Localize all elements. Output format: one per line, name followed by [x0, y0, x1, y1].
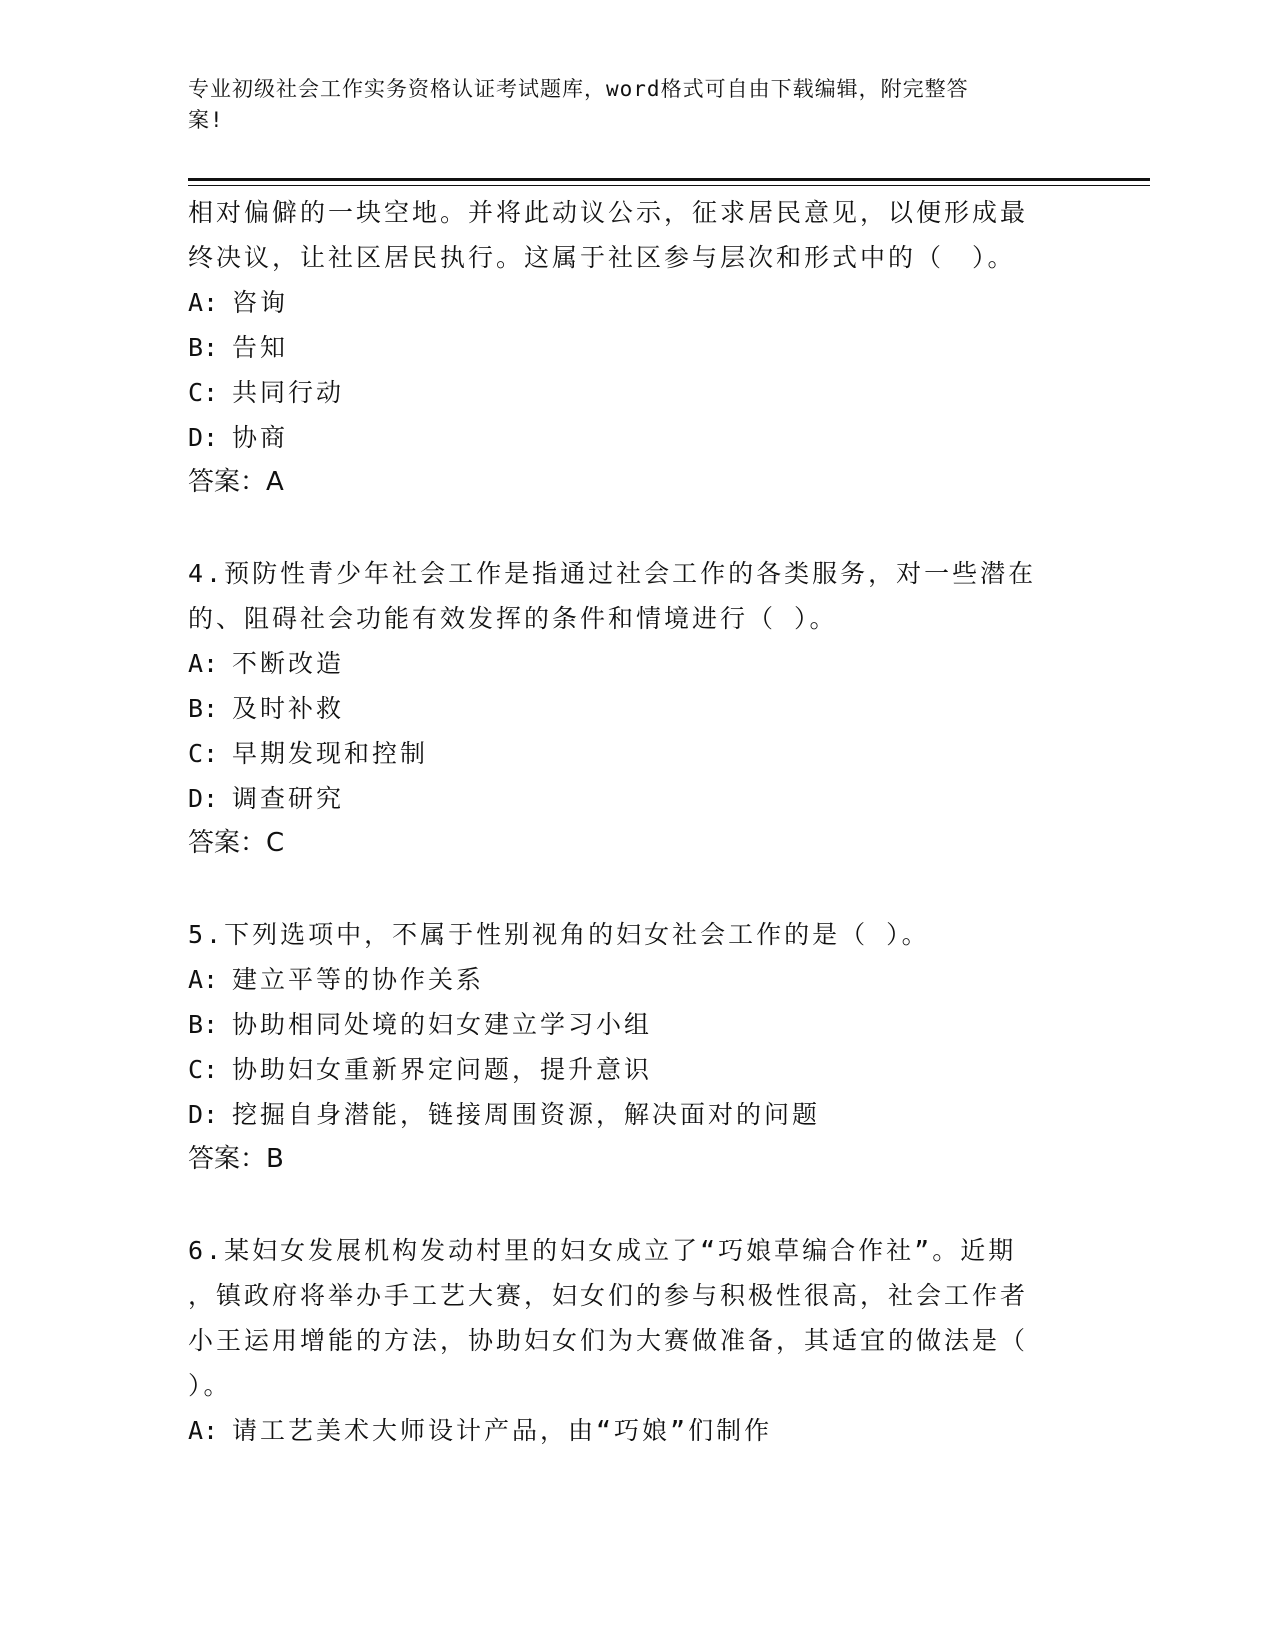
question-text-line: ）。: [188, 1371, 232, 1400]
header-line-1: 专业初级社会工作实务资格认证考试题库，word格式可自由下载编辑，附完整答: [188, 77, 969, 101]
option-letter: D:: [188, 423, 219, 452]
option-letter: D:: [188, 784, 219, 813]
header-line-2: 案!: [188, 108, 224, 132]
question-4: [188, 551, 1088, 866]
option-c: [188, 1047, 1088, 1092]
option-text: 挖掘自身潜能，链接周围资源，解决面对的问题: [232, 1100, 821, 1129]
option-text: 请工艺美术大师设计产品，由“巧娘”们制作: [232, 1416, 773, 1445]
option-letter: A:: [188, 649, 219, 678]
question-6: [188, 1228, 1088, 1453]
option-a: [188, 280, 1088, 325]
spacer: [188, 866, 1088, 912]
answer-line: 答案：B: [188, 1144, 284, 1174]
question-5: [188, 912, 1088, 1182]
option-letter: B:: [188, 333, 219, 362]
option-text: 不断改造: [232, 649, 345, 678]
answer-line: 答案：C: [188, 828, 285, 858]
spacer: [188, 505, 1088, 551]
option-text: 协商: [232, 423, 289, 452]
question-text-line: 相对偏僻的一块空地。并将此动议公示，征求居民意见，以便形成最: [188, 198, 1029, 227]
question-text-line: 的、阻碍社会功能有效发挥的条件和情境进行（ ）。: [188, 604, 838, 633]
page-header: [188, 74, 1068, 136]
option-d: [188, 776, 1088, 821]
header-rule-thin: [188, 185, 1150, 186]
option-text: 及时补救: [232, 694, 345, 723]
question-text-line: 4.预防性青少年社会工作是指通过社会工作的各类服务，对一些潜在: [188, 559, 1037, 588]
option-letter: B:: [188, 1010, 219, 1039]
answer-line: 答案：A: [188, 467, 284, 497]
option-text: 共同行动: [232, 378, 345, 407]
question-text-line: 小王运用增能的方法，协助妇女们为大赛做准备，其适宜的做法是（: [188, 1326, 1029, 1355]
option-letter: D:: [188, 1100, 219, 1129]
option-c: [188, 370, 1088, 415]
option-text: 调查研究: [232, 784, 345, 813]
option-text: 协助相同处境的妇女建立学习小组: [232, 1010, 653, 1039]
option-a: [188, 1408, 1088, 1453]
option-c: [188, 731, 1088, 776]
option-text: 协助妇女重新界定问题，提升意识: [232, 1055, 653, 1084]
option-letter: A:: [188, 1416, 219, 1445]
question-text-line: ，镇政府将举办手工艺大赛，妇女们的参与积极性很高，社会工作者: [188, 1281, 1029, 1310]
option-letter: C:: [188, 1055, 219, 1084]
option-a: [188, 641, 1088, 686]
option-b: [188, 1002, 1088, 1047]
option-d: [188, 415, 1088, 460]
question-3: [188, 190, 1088, 505]
option-text: 建立平等的协作关系: [232, 965, 485, 994]
question-text-line: 6.某妇女发展机构发动村里的妇女成立了“巧娘草编合作社”。近期: [188, 1236, 1017, 1265]
option-letter: C:: [188, 739, 219, 768]
option-b: [188, 686, 1088, 731]
option-text: 早期发现和控制: [232, 739, 429, 768]
option-letter: C:: [188, 378, 219, 407]
question-text-line: 终决议，让社区居民执行。这属于社区参与层次和形式中的（ ）。: [188, 243, 1016, 272]
question-text-line: 5.下列选项中，不属于性别视角的妇女社会工作的是（ ）。: [188, 920, 930, 949]
option-d: [188, 1092, 1088, 1137]
header-rule-thick: [188, 178, 1150, 181]
option-letter: B:: [188, 694, 219, 723]
spacer: [188, 1182, 1088, 1228]
question-content: [188, 190, 1088, 1453]
option-letter: A:: [188, 288, 219, 317]
option-a: [188, 957, 1088, 1002]
option-letter: A:: [188, 965, 219, 994]
option-b: [188, 325, 1088, 370]
option-text: 咨询: [232, 288, 289, 317]
option-text: 告知: [232, 333, 289, 362]
